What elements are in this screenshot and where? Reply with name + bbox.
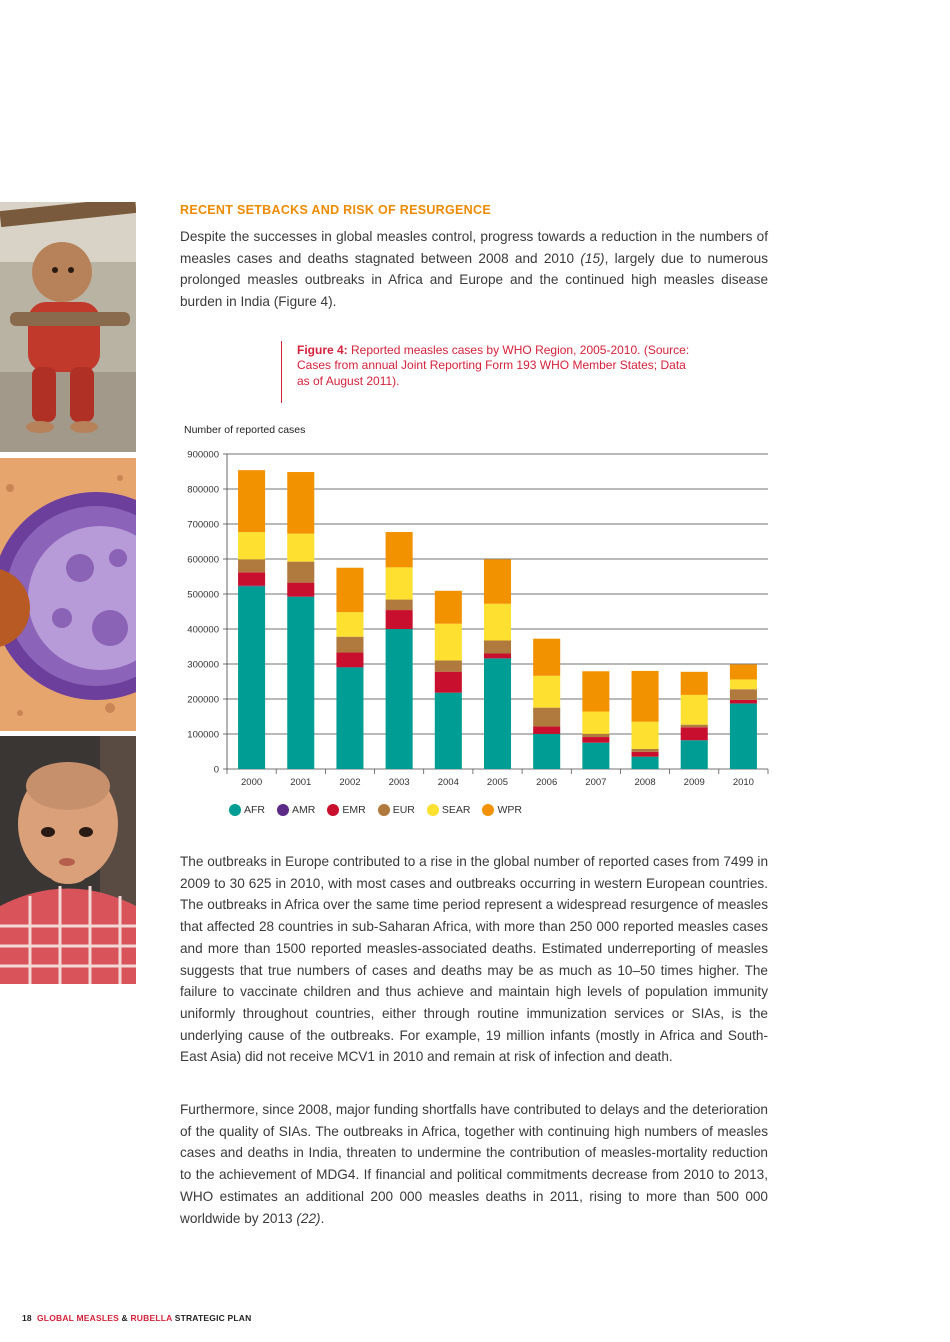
y-tick-label: 800000 bbox=[187, 484, 219, 496]
y-tick-label: 600000 bbox=[187, 554, 219, 566]
bar-emr-2004 bbox=[435, 672, 462, 693]
bar-wpr-2007 bbox=[582, 671, 609, 711]
legend-item-wpr bbox=[482, 804, 522, 816]
legend-item-eur bbox=[378, 804, 415, 816]
bar-emr-2008 bbox=[632, 752, 659, 757]
bar-sear-2000 bbox=[238, 532, 265, 559]
bar-wpr-2003 bbox=[386, 532, 413, 567]
intro-paragraph: Despite the successes in global measles control, progress towards a reduction in the numbers of measles cases and deaths stagnated between 2008 and 2010 (15), largely due to numerous prolonged measles outbreaks in Africa and Europe and the continued high measles disease burden in India (Figure 4). bbox=[180, 229, 768, 310]
y-tick-label: 200000 bbox=[187, 694, 219, 706]
reference-15: (15) bbox=[580, 250, 605, 266]
bar-wpr-2008 bbox=[632, 671, 659, 722]
legend-label: EMR bbox=[342, 804, 366, 816]
bar-sear-2010 bbox=[730, 679, 757, 689]
bar-wpr-2009 bbox=[681, 672, 708, 695]
bar-wpr-2010 bbox=[730, 664, 757, 679]
child-portrait-photo bbox=[0, 736, 136, 984]
page-footer: 18 GLOBAL MEASLES & RUBELLA STRATEGIC PLAN bbox=[22, 1313, 252, 1323]
bar-eur-2009 bbox=[681, 725, 708, 728]
bar-afr-2009 bbox=[681, 740, 708, 769]
bar-sear-2006 bbox=[533, 676, 560, 708]
bar-afr-2000 bbox=[238, 586, 265, 769]
bar-wpr-2005 bbox=[484, 559, 511, 603]
figure-label: Figure 4: bbox=[297, 343, 348, 357]
section-title: RECENT SETBACKS AND RISK OF RESURGENCE bbox=[180, 203, 491, 217]
legend-item-afr bbox=[229, 804, 265, 816]
legend-swatch bbox=[277, 804, 289, 816]
bar-emr-2003 bbox=[386, 610, 413, 629]
bar-sear-2002 bbox=[336, 612, 363, 637]
legend-item-amr bbox=[277, 804, 315, 816]
legend-item-emr bbox=[327, 804, 365, 816]
bar-eur-2005 bbox=[484, 641, 511, 654]
bar-eur-2006 bbox=[533, 708, 560, 727]
funding-paragraph: Furthermore, since 2008, major funding shortfalls have contributed to delays and the deterioration of the quality of SIAs. The outbreaks in Africa, together with continuing high numbers of measles cases and deaths in India, threaten to undermine the contribution of measles-mortality reduction to the achievement of MDG4. If financial and political commitments decrease from 2010 to 2013, WHO estimates an additional 200 000 measles deaths in 2011, rising to more than 500 000 worldwide by 2013 (22). bbox=[180, 1102, 768, 1226]
x-tick-label: 2002 bbox=[339, 777, 361, 788]
bar-eur-2008 bbox=[632, 749, 659, 752]
page-number: 18 bbox=[22, 1313, 32, 1323]
x-tick-label: 2009 bbox=[683, 777, 705, 788]
bar-eur-2003 bbox=[386, 600, 413, 611]
bar-emr-2006 bbox=[533, 727, 560, 734]
legend-swatch bbox=[482, 804, 494, 816]
bar-afr-2006 bbox=[533, 734, 560, 769]
child-on-fence-photo bbox=[0, 202, 136, 452]
bar-afr-2001 bbox=[287, 597, 314, 769]
x-tick-label: 2003 bbox=[388, 777, 410, 788]
chart-legend bbox=[229, 804, 522, 816]
legend-swatch bbox=[427, 804, 439, 816]
x-tick-label: 2001 bbox=[290, 777, 312, 788]
y-axis-title: Number of reported cases bbox=[184, 424, 306, 436]
outbreak-paragraph: The outbreaks in Europe contributed to a rise in the global number of reported cases from 7499 in 2009 to 30 625 in 2010, with most cases and outbreaks occurring in western European countries. The outbreaks in Africa over the same time period represent a widespread resurgence of measles that affected 28 countries in sub-Saharan Africa, with more than 250 000 reported measles cases and more than 1500 reported measles-associated deaths. Estimated underreporting of measles suggests that true numbers of cases and deaths may be as much as 10–50 times higher. The failure to vaccinate children and thus achieve and maintain high levels of population immunity uniformly throughout countries, either through routine immunization services or SIAs, is the underlying cause of the outbreaks. For example, 19 million infants (mostly in Africa and South-East Asia) did not receive MCV1 in 2010 and remain at risk of infection and death. bbox=[180, 854, 768, 1065]
bar-wpr-2001 bbox=[287, 472, 314, 534]
y-tick-label: 300000 bbox=[187, 659, 219, 671]
x-tick-label: 2007 bbox=[585, 777, 607, 788]
measles-virus-micrograph bbox=[0, 458, 136, 731]
bar-eur-2001 bbox=[287, 562, 314, 583]
bar-wpr-2006 bbox=[533, 639, 560, 676]
y-tick-label: 100000 bbox=[187, 729, 219, 741]
bar-amr-2000 bbox=[238, 586, 265, 587]
x-tick-label: 2008 bbox=[634, 777, 656, 788]
y-tick-label: 700000 bbox=[187, 519, 219, 531]
bar-afr-2004 bbox=[435, 693, 462, 769]
bar-emr-2005 bbox=[484, 653, 511, 658]
bar-afr-2008 bbox=[632, 757, 659, 769]
legend-swatch bbox=[229, 804, 241, 816]
y-tick-label: 0 bbox=[213, 764, 219, 776]
bar-eur-2002 bbox=[336, 637, 363, 653]
bar-afr-2005 bbox=[484, 658, 511, 769]
bar-sear-2009 bbox=[681, 695, 708, 725]
bar-wpr-2000 bbox=[238, 470, 265, 532]
y-tick-label: 500000 bbox=[187, 589, 219, 601]
bar-afr-2007 bbox=[582, 743, 609, 769]
x-tick-label: 2004 bbox=[437, 777, 459, 788]
bar-afr-2010 bbox=[730, 704, 757, 769]
bar-emr-2001 bbox=[287, 583, 314, 597]
x-tick-label: 2005 bbox=[486, 777, 509, 788]
bar-sear-2001 bbox=[287, 534, 314, 562]
bar-eur-2007 bbox=[582, 734, 609, 737]
bar-sear-2004 bbox=[435, 624, 462, 661]
legend-label: EUR bbox=[392, 804, 415, 816]
bar-sear-2005 bbox=[484, 604, 511, 641]
x-tick-label: 2006 bbox=[536, 777, 558, 788]
legend-label: WPR bbox=[497, 804, 522, 816]
bar-emr-2007 bbox=[582, 737, 609, 743]
bar-sear-2007 bbox=[582, 711, 609, 733]
bar-eur-2010 bbox=[730, 689, 757, 700]
legend-swatch bbox=[327, 804, 339, 816]
x-tick-label: 2010 bbox=[732, 777, 754, 788]
legend-label: SEAR bbox=[441, 804, 471, 816]
bar-emr-2009 bbox=[681, 727, 708, 740]
legend-swatch bbox=[378, 804, 390, 816]
legend-label: AMR bbox=[292, 804, 316, 816]
figure-caption: Figure 4: Reported measles cases by WHO Region, 2005-2010. (Source: Cases from annual Joint Reporting Form 193 WHO Member States; Data as of August 2011). bbox=[281, 341, 697, 403]
bar-afr-2002 bbox=[336, 668, 363, 770]
x-tick-label: 2000 bbox=[241, 777, 263, 788]
bar-wpr-2004 bbox=[435, 591, 462, 624]
bar-emr-2002 bbox=[336, 652, 363, 667]
reference-22: (22) bbox=[296, 1210, 321, 1226]
y-tick-label: 400000 bbox=[187, 624, 219, 636]
y-tick-label: 900000 bbox=[187, 449, 219, 461]
bar-sear-2008 bbox=[632, 722, 659, 749]
legend-label: AFR bbox=[244, 804, 265, 816]
bar-sear-2003 bbox=[386, 567, 413, 599]
legend-item-sear bbox=[427, 804, 471, 816]
bar-emr-2000 bbox=[238, 572, 265, 585]
bar-wpr-2002 bbox=[336, 568, 363, 612]
measles-cases-chart bbox=[175, 440, 775, 795]
bar-eur-2004 bbox=[435, 660, 462, 671]
bar-emr-2010 bbox=[730, 700, 757, 704]
bar-eur-2000 bbox=[238, 559, 265, 572]
bar-afr-2003 bbox=[386, 629, 413, 769]
